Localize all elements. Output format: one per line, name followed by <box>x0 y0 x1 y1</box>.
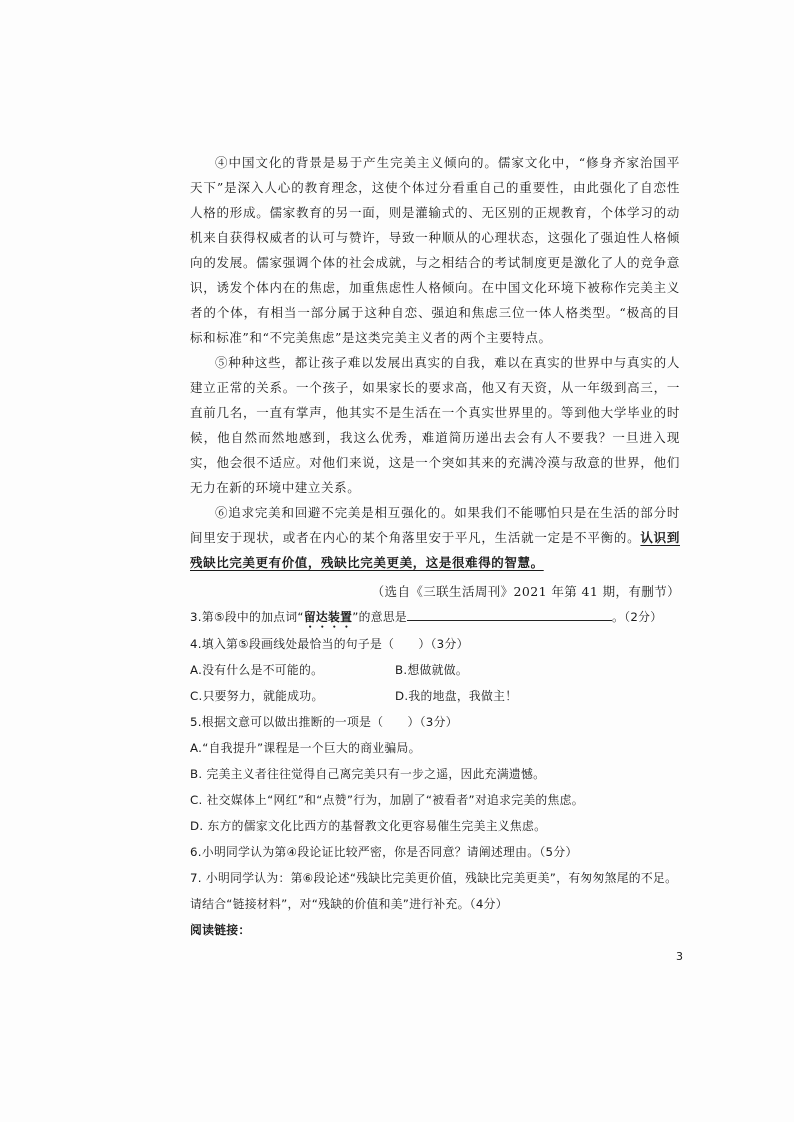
paragraph-6 <box>190 500 680 575</box>
paragraph-6-text: ⑥追求完美和回避不完美是相互强化的。如果我们不能哪怕只是在生活的部分时间里安于现状，或者在内心的某个角落里安于平凡，生活就一定是不平衡的。 <box>190 505 680 545</box>
question-5-option-a: A.“自我提升”课程是一个巨大的商业骗局。 <box>190 741 421 755</box>
question-5: 5.根据文意可以做出推断的一项是（ ）（3分） <box>190 715 458 729</box>
option-a: A.没有什么是不可能的。 <box>190 663 324 677</box>
question-5-option-b: B. 完美主义者往往觉得自己离完美只有一步之遥，因此充满遗憾。 <box>190 767 546 781</box>
paragraph-5: ⑤种种这些，都让孩子难以发展出真实的自我，难以在真实的世界中与真实的人建立正常的关系。一个孩子，如果家长的要求高，他又有天资，从一年级到高三，一直前几名，一直有掌声，他其实不是生活在一个真实世界里的。等到他大学毕业的时候，他自然而然地感到，我这么优秀，难道简历递出去会有人不要我？一旦进入现实，他会很不适应。对他们来说，这是一个突如其来的充满冷漠与敌意的世界，他们无力在新的环境中建立关系。 <box>190 355 680 495</box>
reading-link-heading: 阅读链接： <box>190 923 251 937</box>
article-content <box>190 150 680 943</box>
question-4-options-row-1 <box>190 657 680 683</box>
option-c: C.只要努力，就能成功。 <box>190 689 324 703</box>
option-d: D.我的地盘，我做主！ <box>395 689 518 703</box>
answer-blank[interactable] <box>407 608 612 621</box>
question-3-word: 留达装置 <box>303 610 353 624</box>
question-3-prefix: 3.第⑤段中的加点词“ <box>190 610 304 624</box>
question-3-suffix: 。（2分） <box>612 610 663 624</box>
question-4: 4.填入第⑤段画线处最恰当的句子是（ ）（3分） <box>190 637 469 651</box>
question-5-option-c: C. 社交媒体上“网红”和“点赞”行为，加剧了“被看者”对追求完美的焦虑。 <box>190 793 584 807</box>
option-b: B.想做就做。 <box>395 663 468 677</box>
question-3-mid: ”的意思是 <box>352 610 408 624</box>
question-7: 7. 小明同学认为：第⑥段论述“残缺比完美更价值，残缺比完美更美”，有匆匆煞尾的不足。请结合“链接材料”，对“残缺的价值和美”进行补充。（4分） <box>190 871 678 911</box>
page-number: 3 <box>676 950 683 963</box>
question-3 <box>190 604 680 631</box>
question-6: 6.小明同学认为第④段论证比较严密，你是否同意？请阐述理由。（5分） <box>190 845 578 859</box>
paragraph-6-underlined: 认识到残缺比完美更有价值，残缺比完美更美，这是很难得的智慧。 <box>190 530 680 570</box>
article-source: （选自《三联生活周刊》2021 年第 41 期，有删节） <box>371 584 680 599</box>
question-5-option-d: D. 东方的儒家文化比西方的基督教文化更容易催生完美主义焦虑。 <box>190 819 547 833</box>
question-4-options-row-2 <box>190 683 680 709</box>
paragraph-4: ④中国文化的背景是易于产生完美主义倾向的。儒家文化中，“修身齐家治国平天下”是深入人心的教育理念，这使个体过分看重自己的重要性，由此强化了自恋性人格的形成。儒家教育的另一面，则是灌输式的、无区别的正规教育，个体学习的动机来自获得权威者的认可与赞许，导致一种顺从的心理状态，这强化了强迫性人格倾向的发展。儒家强调个体的社会成就，与之相结合的考试制度更是激化了人的竞争意识，诱发个体内在的焦虑，加重焦虑性人格倾向。在中国文化环境下被称作完美主义者的个体，有相当一部分属于这种自恋、强迫和焦虑三位一体人格类型。“极高的目标和标准”和“不完美焦虑”是这类完美主义者的两个主要特点。 <box>190 155 680 345</box>
